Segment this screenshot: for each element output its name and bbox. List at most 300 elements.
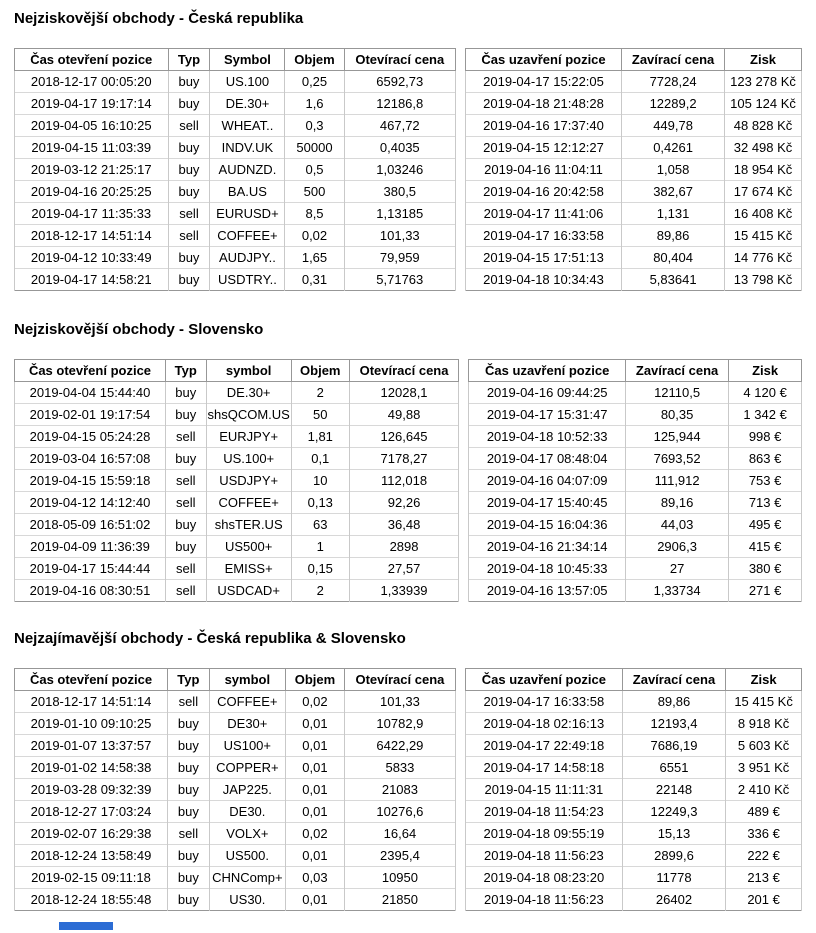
- column-header: Zavírací cena: [622, 49, 725, 71]
- table-cell: 15 415 Kč: [726, 691, 802, 713]
- table-row: [465, 203, 801, 225]
- table-cell: 2019-04-17 15:44:44: [15, 558, 166, 580]
- table-cell: 0,01: [286, 735, 345, 757]
- table-cell: EMISS+: [206, 558, 291, 580]
- table-row: [15, 426, 459, 448]
- table-cell: 13 798 Kč: [725, 269, 802, 291]
- table-cell: buy: [168, 71, 210, 93]
- table-row: [465, 889, 801, 911]
- table-cell: 2018-12-24 13:58:49: [15, 845, 168, 867]
- table-cell: 2019-04-17 16:33:58: [465, 691, 622, 713]
- table-cell: 2898: [349, 536, 459, 558]
- table-cell: 0,01: [286, 779, 345, 801]
- table-cell: 14 776 Kč: [725, 247, 802, 269]
- table-cell: 80,404: [622, 247, 725, 269]
- table-cell: 2019-03-12 21:25:17: [15, 159, 169, 181]
- table-cell: 380,5: [344, 181, 455, 203]
- table-cell: 713 €: [729, 492, 802, 514]
- table-cell: sell: [168, 823, 210, 845]
- table-row: [15, 691, 456, 713]
- table-row: [15, 404, 459, 426]
- table-cell: US500.: [209, 845, 285, 867]
- table-cell: 2019-04-18 08:23:20: [465, 867, 622, 889]
- table-cell: 26402: [622, 889, 725, 911]
- table-cell: 2019-04-17 14:58:18: [465, 757, 622, 779]
- table-cell: COFFEE+: [210, 225, 285, 247]
- table-cell: 1,65: [285, 247, 344, 269]
- table-cell: 16,64: [344, 823, 455, 845]
- table-cell: US.100+: [206, 448, 291, 470]
- table-row: [465, 757, 801, 779]
- table-cell: 2019-04-16 11:04:11: [465, 159, 621, 181]
- table-cell: 0,25: [285, 71, 344, 93]
- column-header: Objem: [291, 360, 349, 382]
- table-cell: 2906,3: [625, 536, 728, 558]
- table-cell: buy: [165, 536, 206, 558]
- table-cell: 1,33734: [625, 580, 728, 602]
- trades-close-table: [468, 359, 802, 602]
- trade-report: [14, 10, 802, 911]
- table-row: [15, 269, 456, 291]
- table-cell: 101,33: [344, 225, 455, 247]
- table-cell: 123 278 Kč: [725, 71, 802, 93]
- header-row: [465, 669, 801, 691]
- table-cell: 12186,8: [344, 93, 455, 115]
- table-cell: AUDJPY..: [210, 247, 285, 269]
- table-cell: 2019-04-15 16:04:36: [469, 514, 626, 536]
- table-cell: 12249,3: [622, 801, 725, 823]
- table-cell: 0,01: [286, 757, 345, 779]
- header-row: [465, 49, 801, 71]
- table-cell: 201 €: [726, 889, 802, 911]
- column-header: Čas otevření pozice: [15, 360, 166, 382]
- table-row: [15, 757, 456, 779]
- table-cell: 2018-12-17 00:05:20: [15, 71, 169, 93]
- table-cell: 126,645: [349, 426, 459, 448]
- table-cell: 2019-02-07 16:29:38: [15, 823, 168, 845]
- table-cell: 415 €: [729, 536, 802, 558]
- table-cell: sell: [168, 115, 210, 137]
- table-row: [469, 470, 802, 492]
- table-cell: US30.: [209, 889, 285, 911]
- table-cell: 2019-01-10 09:10:25: [15, 713, 168, 735]
- table-cell: 0,1: [291, 448, 349, 470]
- table-cell: 495 €: [729, 514, 802, 536]
- table-cell: 2019-04-16 20:25:25: [15, 181, 169, 203]
- table-row: [15, 514, 459, 536]
- table-cell: 2019-04-09 11:36:39: [15, 536, 166, 558]
- table-cell: 0,03: [286, 867, 345, 889]
- table-cell: 2019-03-04 16:57:08: [15, 448, 166, 470]
- bottom-blue-bar: [59, 922, 113, 930]
- table-cell: 27: [625, 558, 728, 580]
- table-row: [465, 867, 801, 889]
- trades-open-table: [14, 48, 456, 291]
- column-header: Zisk: [725, 49, 802, 71]
- table-cell: 2019-02-01 19:17:54: [15, 404, 166, 426]
- table-cell: buy: [165, 404, 206, 426]
- table-cell: buy: [168, 713, 210, 735]
- table-cell: 2019-04-18 11:54:23: [465, 801, 622, 823]
- table-cell: 36,48: [349, 514, 459, 536]
- table-cell: 271 €: [729, 580, 802, 602]
- table-cell: 16 408 Kč: [725, 203, 802, 225]
- table-cell: 0,13: [291, 492, 349, 514]
- table-cell: 2019-04-15 12:12:27: [465, 137, 621, 159]
- table-cell: 2019-04-15 15:59:18: [15, 470, 166, 492]
- table-cell: 2019-04-18 09:55:19: [465, 823, 622, 845]
- table-cell: buy: [168, 779, 210, 801]
- table-cell: 49,88: [349, 404, 459, 426]
- table-cell: JAP225.: [209, 779, 285, 801]
- table-cell: 89,16: [625, 492, 728, 514]
- table-cell: 2019-04-18 11:56:23: [465, 845, 622, 867]
- table-row: [465, 159, 801, 181]
- table-cell: 2019-04-18 02:16:13: [465, 713, 622, 735]
- table-cell: 50000: [285, 137, 344, 159]
- table-cell: 101,33: [344, 691, 455, 713]
- table-cell: AUDNZD.: [210, 159, 285, 181]
- table-cell: 2 410 Kč: [726, 779, 802, 801]
- table-cell: 6592,73: [344, 71, 455, 93]
- table-cell: 112,018: [349, 470, 459, 492]
- table-row: [15, 867, 456, 889]
- table-cell: 0,4261: [622, 137, 725, 159]
- table-cell: 2019-04-12 10:33:49: [15, 247, 169, 269]
- table-cell: 80,35: [625, 404, 728, 426]
- column-header: Zavírací cena: [622, 669, 725, 691]
- table-cell: 7693,52: [625, 448, 728, 470]
- table-cell: 2019-04-17 15:31:47: [469, 404, 626, 426]
- table-cell: 2018-12-17 14:51:14: [15, 225, 169, 247]
- table-cell: 2019-04-15 17:51:13: [465, 247, 621, 269]
- table-cell: 21850: [344, 889, 455, 911]
- table-cell: 12193,4: [622, 713, 725, 735]
- table-cell: buy: [168, 93, 210, 115]
- column-header: Zisk: [729, 360, 802, 382]
- table-cell: DE.30+: [210, 93, 285, 115]
- table-row: [15, 137, 456, 159]
- table-cell: 2: [291, 580, 349, 602]
- column-header: symbol: [206, 360, 291, 382]
- table-cell: 11778: [622, 867, 725, 889]
- table-cell: 0,5: [285, 159, 344, 181]
- table-cell: US500+: [206, 536, 291, 558]
- table-row: [15, 801, 456, 823]
- table-cell: buy: [168, 181, 210, 203]
- table-cell: 2019-04-18 21:48:28: [465, 93, 621, 115]
- table-cell: 1,81: [291, 426, 349, 448]
- table-row: [465, 823, 801, 845]
- table-cell: EURUSD+: [210, 203, 285, 225]
- table-cell: 2019-02-15 09:11:18: [15, 867, 168, 889]
- column-header: Typ: [165, 360, 206, 382]
- table-row: [15, 181, 456, 203]
- column-header: Zisk: [726, 669, 802, 691]
- table-cell: COFFEE+: [206, 492, 291, 514]
- table-cell: 18 954 Kč: [725, 159, 802, 181]
- table-row: [465, 735, 801, 757]
- table-cell: 2018-12-17 14:51:14: [15, 691, 168, 713]
- table-cell: 2019-04-17 14:58:21: [15, 269, 169, 291]
- table-cell: 380 €: [729, 558, 802, 580]
- table-row: [15, 558, 459, 580]
- table-cell: shsQCOM.US: [206, 404, 291, 426]
- table-cell: 382,67: [622, 181, 725, 203]
- table-cell: 8,5: [285, 203, 344, 225]
- table-cell: sell: [165, 470, 206, 492]
- table-cell: 2019-04-16 17:37:40: [465, 115, 621, 137]
- table-row: [469, 382, 802, 404]
- header-row: [15, 669, 456, 691]
- table-cell: 2019-04-18 10:34:43: [465, 269, 621, 291]
- table-cell: 8 918 Kč: [726, 713, 802, 735]
- report-section: [14, 630, 802, 911]
- table-row: [15, 580, 459, 602]
- table-cell: 2019-01-07 13:37:57: [15, 735, 168, 757]
- trades-close-table: [465, 668, 802, 911]
- table-cell: 3 951 Kč: [726, 757, 802, 779]
- table-cell: COPPER+: [209, 757, 285, 779]
- table-cell: sell: [168, 691, 210, 713]
- table-cell: 2018-12-27 17:03:24: [15, 801, 168, 823]
- table-cell: US100+: [209, 735, 285, 757]
- table-cell: 2019-04-17 11:41:06: [465, 203, 621, 225]
- table-cell: 500: [285, 181, 344, 203]
- table-cell: 1,6: [285, 93, 344, 115]
- column-header: Zavírací cena: [625, 360, 728, 382]
- table-cell: 0,3: [285, 115, 344, 137]
- table-cell: 2019-04-16 21:34:14: [469, 536, 626, 558]
- table-cell: 2019-04-16 09:44:25: [469, 382, 626, 404]
- table-cell: CHNComp+: [209, 867, 285, 889]
- table-cell: buy: [165, 448, 206, 470]
- table-row: [465, 137, 801, 159]
- column-header: Typ: [168, 669, 210, 691]
- table-cell: 1,13185: [344, 203, 455, 225]
- table-cell: BA.US: [210, 181, 285, 203]
- table-cell: 2019-04-16 08:30:51: [15, 580, 166, 602]
- table-cell: 0,31: [285, 269, 344, 291]
- table-row: [15, 845, 456, 867]
- table-cell: 7686,19: [622, 735, 725, 757]
- table-cell: 2018-12-24 18:55:48: [15, 889, 168, 911]
- table-cell: 2019-04-15 11:03:39: [15, 137, 169, 159]
- table-cell: DE30+: [209, 713, 285, 735]
- table-cell: 44,03: [625, 514, 728, 536]
- table-cell: 2019-04-16 20:42:58: [465, 181, 621, 203]
- table-row: [15, 536, 459, 558]
- table-cell: VOLX+: [209, 823, 285, 845]
- table-cell: 6422,29: [344, 735, 455, 757]
- table-cell: 111,912: [625, 470, 728, 492]
- table-cell: 0,01: [286, 713, 345, 735]
- table-cell: 449,78: [622, 115, 725, 137]
- table-cell: 2899,6: [622, 845, 725, 867]
- table-cell: 10782,9: [344, 713, 455, 735]
- table-cell: 0,15: [291, 558, 349, 580]
- section-title: Nejziskovější obchody - Slovensko: [14, 321, 264, 338]
- table-row: [469, 492, 802, 514]
- table-cell: sell: [165, 492, 206, 514]
- table-row: [465, 71, 801, 93]
- table-cell: 2019-04-17 15:22:05: [465, 71, 621, 93]
- table-row: [15, 448, 459, 470]
- table-row: [465, 181, 801, 203]
- column-header: Čas uzavření pozice: [465, 669, 622, 691]
- table-cell: 2019-04-17 11:35:33: [15, 203, 169, 225]
- column-header: Otevírací cena: [344, 49, 455, 71]
- section-title: Nejzajímavější obchody - Česká republika & Slovensko: [14, 630, 406, 647]
- table-cell: 7178,27: [349, 448, 459, 470]
- table-cell: 336 €: [726, 823, 802, 845]
- table-cell: 7728,24: [622, 71, 725, 93]
- column-header: symbol: [209, 669, 285, 691]
- table-cell: 2019-04-16 13:57:05: [469, 580, 626, 602]
- column-header: Čas otevření pozice: [15, 669, 168, 691]
- table-cell: 2395,4: [344, 845, 455, 867]
- report-section: [14, 321, 802, 602]
- table-cell: EURJPY+: [206, 426, 291, 448]
- table-cell: 2019-04-17 16:33:58: [465, 225, 621, 247]
- table-cell: USDTRY..: [210, 269, 285, 291]
- table-row: [15, 115, 456, 137]
- table-row: [469, 514, 802, 536]
- table-cell: 1: [291, 536, 349, 558]
- table-cell: buy: [168, 269, 210, 291]
- table-cell: sell: [165, 580, 206, 602]
- table-cell: 1 342 €: [729, 404, 802, 426]
- table-cell: 125,944: [625, 426, 728, 448]
- table-row: [469, 448, 802, 470]
- table-cell: 2019-04-05 16:10:25: [15, 115, 169, 137]
- table-row: [465, 845, 801, 867]
- table-cell: shsTER.US: [206, 514, 291, 536]
- table-cell: 2019-04-15 05:24:28: [15, 426, 166, 448]
- table-row: [15, 823, 456, 845]
- table-cell: 2019-04-17 08:48:04: [469, 448, 626, 470]
- table-cell: 0,02: [286, 691, 345, 713]
- table-cell: 2018-05-09 16:51:02: [15, 514, 166, 536]
- table-cell: sell: [168, 225, 210, 247]
- table-cell: 12110,5: [625, 382, 728, 404]
- column-header: Objem: [286, 669, 345, 691]
- column-header: Čas uzavření pozice: [465, 49, 621, 71]
- table-cell: sell: [168, 203, 210, 225]
- table-cell: 5,71763: [344, 269, 455, 291]
- table-cell: 21083: [344, 779, 455, 801]
- table-cell: 1,03246: [344, 159, 455, 181]
- table-row: [469, 426, 802, 448]
- column-header: Typ: [168, 49, 210, 71]
- table-cell: 92,26: [349, 492, 459, 514]
- column-header: Otevírací cena: [344, 669, 455, 691]
- header-row: [15, 49, 456, 71]
- table-cell: 2019-04-17 22:49:18: [465, 735, 622, 757]
- table-cell: buy: [168, 801, 210, 823]
- trades-open-table: [14, 359, 459, 602]
- column-header: Čas otevření pozice: [15, 49, 169, 71]
- table-cell: 6551: [622, 757, 725, 779]
- table-cell: 2019-04-15 11:11:31: [465, 779, 622, 801]
- table-cell: 0,02: [285, 225, 344, 247]
- table-cell: 5 603 Kč: [726, 735, 802, 757]
- table-cell: 48 828 Kč: [725, 115, 802, 137]
- table-row: [15, 159, 456, 181]
- table-cell: 10276,6: [344, 801, 455, 823]
- table-row: [15, 713, 456, 735]
- table-cell: 863 €: [729, 448, 802, 470]
- table-cell: 10: [291, 470, 349, 492]
- table-cell: 1,058: [622, 159, 725, 181]
- table-cell: buy: [168, 735, 210, 757]
- table-cell: sell: [165, 558, 206, 580]
- table-cell: 15 415 Kč: [725, 225, 802, 247]
- table-cell: 2019-01-02 14:58:38: [15, 757, 168, 779]
- section-title: Nejziskovější obchody - Česká republika: [14, 10, 304, 27]
- table-cell: 2019-04-18 10:52:33: [469, 426, 626, 448]
- table-cell: 5,83641: [622, 269, 725, 291]
- table-cell: 89,86: [622, 691, 725, 713]
- table-cell: 753 €: [729, 470, 802, 492]
- table-cell: buy: [168, 845, 210, 867]
- table-cell: buy: [168, 867, 210, 889]
- table-cell: DE.30+: [206, 382, 291, 404]
- table-row: [465, 93, 801, 115]
- table-cell: 4 120 €: [729, 382, 802, 404]
- table-cell: 0,01: [286, 845, 345, 867]
- table-row: [465, 713, 801, 735]
- table-row: [15, 779, 456, 801]
- table-cell: 89,86: [622, 225, 725, 247]
- table-row: [15, 470, 459, 492]
- table-cell: 2019-04-18 11:56:23: [465, 889, 622, 911]
- table-cell: buy: [168, 757, 210, 779]
- table-cell: DE30.: [209, 801, 285, 823]
- table-cell: 50: [291, 404, 349, 426]
- table-row: [15, 889, 456, 911]
- table-cell: 10950: [344, 867, 455, 889]
- table-cell: 467,72: [344, 115, 455, 137]
- table-cell: 1,33939: [349, 580, 459, 602]
- table-row: [465, 247, 801, 269]
- table-cell: buy: [168, 889, 210, 911]
- table-row: [15, 492, 459, 514]
- column-header: Otevírací cena: [349, 360, 459, 382]
- header-row: [469, 360, 802, 382]
- table-cell: COFFEE+: [209, 691, 285, 713]
- table-cell: USDJPY+: [206, 470, 291, 492]
- table-cell: 998 €: [729, 426, 802, 448]
- table-cell: INDV.UK: [210, 137, 285, 159]
- table-cell: 22148: [622, 779, 725, 801]
- table-cell: US.100: [210, 71, 285, 93]
- table-cell: buy: [165, 382, 206, 404]
- table-row: [15, 225, 456, 247]
- table-row: [465, 691, 801, 713]
- table-row: [469, 404, 802, 426]
- table-row: [465, 225, 801, 247]
- table-cell: 2019-04-18 10:45:33: [469, 558, 626, 580]
- table-cell: 32 498 Kč: [725, 137, 802, 159]
- table-row: [465, 115, 801, 137]
- table-cell: buy: [168, 137, 210, 159]
- column-header: Čas uzavření pozice: [469, 360, 626, 382]
- table-cell: 79,959: [344, 247, 455, 269]
- trades-close-table: [465, 48, 802, 291]
- table-row: [469, 580, 802, 602]
- table-row: [465, 801, 801, 823]
